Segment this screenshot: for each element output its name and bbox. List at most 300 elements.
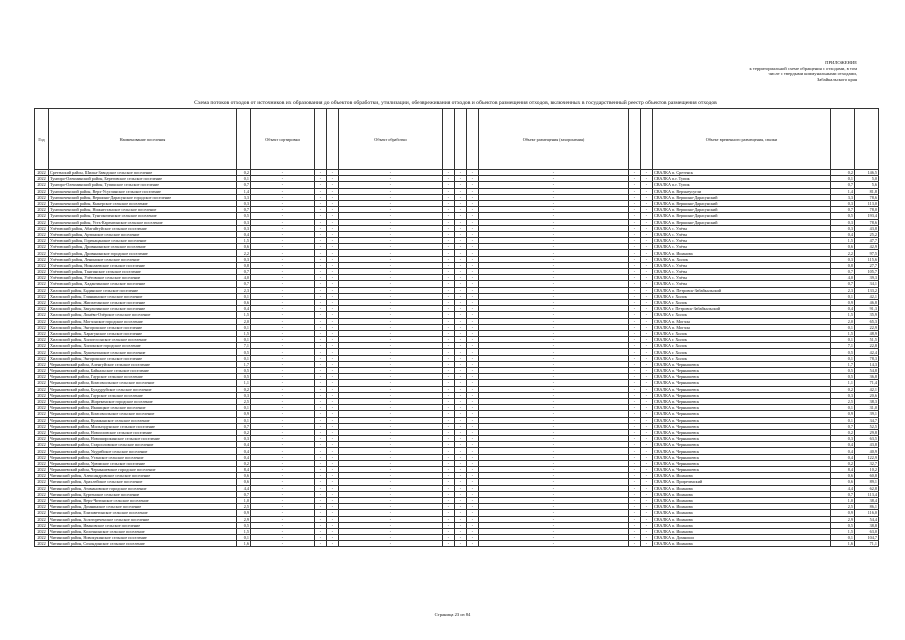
cell-mass-placement: - [629,213,641,219]
cell-recycling-share: - [467,436,479,442]
cell-dist-sorting: - [327,330,339,336]
cell-sorting-object: - [251,516,315,522]
cell-sorting-object: - [251,485,315,491]
cell-mass-processing: - [443,392,455,398]
cell-mass-processing: - [443,528,455,534]
cell-dist-processing: - [455,398,467,404]
cell-mass-placement: - [629,479,641,485]
cell-settlement: Читинский район, Елизаветинское сельское поселение [49,510,237,516]
cell-mass-temp: 0,1 [831,405,855,411]
cell-placement-object: - [479,238,629,244]
cell-year: 2022 [35,275,49,281]
cell-dist-temp: 36,8 [855,374,879,380]
cell-mass-temp: 0,5 [831,368,855,374]
cell-dist-temp: 25,2 [855,231,879,237]
cell-placement-object: - [479,516,629,522]
cell-placement-object: - [479,312,629,318]
cell-mass-generated: 0,6 [237,479,251,485]
cell-processing-object: - [339,504,443,510]
cell-mass-temp: 0,2 [831,429,855,435]
cell-sorting-object: - [251,467,315,473]
cell-placement-object: - [479,299,629,305]
cell-mass-temp: 0,7 [831,269,855,275]
cell-placement-object: - [479,293,629,299]
cell-sorting-object: - [251,330,315,336]
cell-mass-placement: - [629,436,641,442]
cell-processing-object: - [339,355,443,361]
cell-sorting-object: - [251,225,315,231]
cell-dist-sorting: - [327,219,339,225]
cell-processing-object: - [339,281,443,287]
cell-recycling-share: - [467,176,479,182]
cell-mass-placement: - [629,368,641,374]
cell-mass-sorting: - [315,429,327,435]
cell-processing-object: - [339,510,443,516]
cell-dist-placement: - [641,275,653,281]
cell-dist-placement: - [641,188,653,194]
cell-mass-sorting: - [315,188,327,194]
cell-processing-object: - [339,429,443,435]
cell-dist-sorting: - [327,442,339,448]
cell-mass-placement: - [629,417,641,423]
cell-dist-processing: - [455,368,467,374]
cell-dist-temp: 5,6 [855,182,879,188]
cell-mass-temp: 0,8 [831,262,855,268]
cell-dist-sorting: - [327,299,339,305]
cell-mass-sorting: - [315,460,327,466]
cell-mass-sorting: - [315,368,327,374]
cell-sorting-object: - [251,343,315,349]
cell-recycling-share: - [467,467,479,473]
cell-dist-placement: - [641,250,653,256]
cell-dist-processing: - [455,541,467,547]
cell-mass-generated: 0,1 [237,176,251,182]
cell-processing-object: - [339,541,443,547]
cell-temp-object: СВАЛКА п. Чернышевск [653,448,831,454]
cell-recycling-share: - [467,473,479,479]
cell-settlement: Тунгиро-Олекминский район, Береговское сельское поселение [49,176,237,182]
cell-year: 2022 [35,238,49,244]
cell-dist-temp: 43,8 [855,225,879,231]
cell-dist-temp: 105,7 [855,269,879,275]
cell-processing-object: - [339,324,443,330]
cell-processing-object: - [339,473,443,479]
cell-mass-generated: 2,0 [237,318,251,324]
cell-dist-processing: - [455,213,467,219]
cell-temp-object: СВАЛКА г. Хилок [653,330,831,336]
cell-mass-processing: - [443,510,455,516]
cell-temp-object: СВАЛКА п. Чернышевск [653,361,831,367]
cell-recycling-share: - [467,398,479,404]
cell-dist-processing: - [455,423,467,429]
cell-processing-object: - [339,337,443,343]
cell-year: 2022 [35,312,49,318]
cell-dist-sorting: - [327,368,339,374]
cell-mass-placement: - [629,293,641,299]
cell-recycling-share: - [467,306,479,312]
cell-settlement: Тунгокоченский район, Нижнестанское сельское поселение [49,207,237,213]
cell-placement-object: - [479,541,629,547]
cell-year: 2022 [35,454,49,460]
cell-processing-object: - [339,448,443,454]
cell-sorting-object: - [251,386,315,392]
cell-dist-temp: 39,3 [855,275,879,281]
cell-dist-placement: - [641,299,653,305]
cell-placement-object: - [479,225,629,231]
cell-placement-object: - [479,417,629,423]
page-footer: Страница 23 из 84 [434,612,471,617]
cell-mass-generated: 0,2 [237,460,251,466]
cell-mass-temp: 0,6 [831,473,855,479]
cell-sorting-object: - [251,510,315,516]
cell-dist-sorting: - [327,485,339,491]
cell-recycling-share: - [467,219,479,225]
cell-dist-placement: - [641,225,653,231]
cell-recycling-share: - [467,244,479,250]
cell-mass-generated: 2,5 [237,504,251,510]
header-mass-placement [629,109,641,170]
cell-dist-sorting: - [327,231,339,237]
cell-dist-processing: - [455,262,467,268]
cell-mass-processing: - [443,516,455,522]
cell-mass-processing: - [443,324,455,330]
cell-dist-temp: 47,7 [855,238,879,244]
cell-processing-object: - [339,436,443,442]
cell-year: 2022 [35,281,49,287]
cell-dist-placement: - [641,330,653,336]
cell-placement-object: - [479,504,629,510]
cell-mass-generated: 1,6 [237,541,251,547]
cell-settlement: Хилокский район, Хилогосонское сельское поселение [49,337,237,343]
cell-dist-processing: - [455,491,467,497]
cell-mass-sorting: - [315,238,327,244]
cell-mass-generated: 0,7 [237,491,251,497]
cell-mass-generated: 0,4 [237,448,251,454]
cell-recycling-share: - [467,497,479,503]
cell-year: 2022 [35,528,49,534]
cell-dist-placement: - [641,269,653,275]
cell-recycling-share: - [467,343,479,349]
cell-temp-object: СВАЛКА п. Ишанова [653,250,831,256]
cell-mass-placement: - [629,454,641,460]
cell-mass-temp: 0,1 [831,176,855,182]
cell-recycling-share: - [467,256,479,262]
cell-dist-processing: - [455,522,467,528]
cell-settlement: Чернышевский район, Утанское сельское поселение [49,454,237,460]
cell-mass-processing: - [443,330,455,336]
cell-mass-processing: - [443,194,455,200]
cell-dist-placement: - [641,337,653,343]
cell-mass-placement: - [629,312,641,318]
cell-mass-generated: 0,1 [237,293,251,299]
cell-mass-sorting: - [315,516,327,522]
cell-dist-sorting: - [327,386,339,392]
cell-settlement: Читинский район, Верх-Читинское сельское поселение [49,497,237,503]
cell-settlement: Чернышевский район, Комсомольское сельское поселение [49,380,237,386]
cell-mass-generated: 2,3 [237,287,251,293]
cell-temp-object: СВАЛКА п. Могзон [653,324,831,330]
cell-dist-sorting: - [327,510,339,516]
cell-processing-object: - [339,535,443,541]
cell-dist-temp: 31,0 [855,405,879,411]
cell-settlement: Хилокский район, Харагунское сельское поселение [49,330,237,336]
cell-temp-object: СВАЛКА г. Хилок [653,312,831,318]
cell-dist-processing: - [455,497,467,503]
cell-temp-object: СВАЛКА п. Чернышевск [653,442,831,448]
cell-placement-object: - [479,368,629,374]
cell-dist-placement: - [641,423,653,429]
cell-mass-placement: - [629,238,641,244]
cell-placement-object: - [479,269,629,275]
cell-dist-placement: - [641,405,653,411]
cell-sorting-object: - [251,170,315,176]
header-processing-object: Объект обработки [339,109,443,170]
cell-dist-sorting: - [327,182,339,188]
cell-mass-processing: - [443,225,455,231]
cell-mass-processing: - [443,436,455,442]
cell-year: 2022 [35,231,49,237]
cell-placement-object: - [479,219,629,225]
cell-mass-sorting: - [315,398,327,404]
cell-year: 2022 [35,324,49,330]
cell-processing-object: - [339,170,443,176]
cell-processing-object: - [339,293,443,299]
cell-temp-object: СВАЛКА г. Хилок [653,349,831,355]
cell-recycling-share: - [467,330,479,336]
cell-dist-temp: 86,1 [855,504,879,510]
cell-settlement: Чернышевский район, Гаурское сельское поселение [49,374,237,380]
cell-sorting-object: - [251,479,315,485]
cell-mass-generated: 1,5 [237,330,251,336]
cell-year: 2022 [35,225,49,231]
cell-dist-processing: - [455,337,467,343]
cell-mass-generated: 0,1 [237,535,251,541]
cell-sorting-object: - [251,349,315,355]
cell-mass-placement: - [629,330,641,336]
cell-mass-sorting: - [315,343,327,349]
cell-year: 2022 [35,386,49,392]
cell-temp-object: СВАЛКА с. Улёты [653,225,831,231]
cell-dist-placement: - [641,386,653,392]
cell-dist-temp: 71,4 [855,380,879,386]
cell-dist-placement: - [641,256,653,262]
cell-dist-placement: - [641,349,653,355]
cell-placement-object: - [479,188,629,194]
cell-dist-sorting: - [327,448,339,454]
cell-mass-generated: 7,1 [237,343,251,349]
cell-mass-placement: - [629,343,641,349]
cell-dist-sorting: - [327,349,339,355]
cell-mass-placement: - [629,349,641,355]
cell-mass-placement: - [629,250,641,256]
cell-temp-object: СВАЛКА п.г. Тупик [653,182,831,188]
cell-mass-placement: - [629,231,641,237]
cell-mass-generated: 0,3 [237,225,251,231]
cell-mass-temp: 4,4 [831,485,855,491]
cell-settlement: Улётовский район, Хадактинское сельское поселение [49,281,237,287]
table-row [35,541,879,547]
cell-dist-sorting: - [327,337,339,343]
cell-dist-processing: - [455,176,467,182]
cell-mass-placement: - [629,299,641,305]
cell-placement-object: - [479,306,629,312]
cell-processing-object: - [339,306,443,312]
cell-temp-object: СВАЛКА п. Ишанова [653,504,831,510]
cell-mass-processing: - [443,429,455,435]
cell-mass-placement: - [629,497,641,503]
cell-mass-sorting: - [315,324,327,330]
cell-mass-placement: - [629,256,641,262]
cell-mass-generated: 1,5 [237,528,251,534]
cell-processing-object: - [339,460,443,466]
cell-dist-processing: - [455,479,467,485]
cell-dist-sorting: - [327,436,339,442]
cell-mass-temp: 0,2 [831,460,855,466]
cell-year: 2022 [35,330,49,336]
cell-processing-object: - [339,275,443,281]
cell-mass-placement: - [629,275,641,281]
cell-dist-processing: - [455,343,467,349]
cell-processing-object: - [339,497,443,503]
cell-dist-placement: - [641,293,653,299]
cell-processing-object: - [339,200,443,206]
cell-mass-temp: 0,7 [831,182,855,188]
cell-processing-object: - [339,256,443,262]
cell-year: 2022 [35,485,49,491]
cell-mass-placement: - [629,541,641,547]
cell-recycling-share: - [467,194,479,200]
cell-temp-object: СВАЛКА п. Ишанова [653,497,831,503]
cell-dist-processing: - [455,219,467,225]
cell-recycling-share: - [467,516,479,522]
cell-dist-sorting: - [327,170,339,176]
cell-dist-sorting: - [327,380,339,386]
cell-temp-object: СВАЛКА п. Вершино-Дарасунский [653,200,831,206]
cell-mass-sorting: - [315,510,327,516]
cell-dist-temp: 34,1 [855,281,879,287]
cell-processing-object: - [339,176,443,182]
cell-dist-processing: - [455,194,467,200]
cell-mass-processing: - [443,467,455,473]
cell-sorting-object: - [251,491,315,497]
cell-sorting-object: - [251,374,315,380]
cell-placement-object: - [479,398,629,404]
cell-temp-object: СВАЛКА п. Сретенск [653,170,831,176]
header-dist-placement [641,109,653,170]
cell-mass-temp: 0,7 [831,281,855,287]
cell-settlement: Тунгокоченский район, Тунгокоченское сельское поселение [49,213,237,219]
cell-sorting-object: - [251,207,315,213]
cell-year: 2022 [35,504,49,510]
header-dist-processing [455,109,467,170]
cell-placement-object: - [479,528,629,534]
cell-dist-temp: 78,6 [855,194,879,200]
cell-year: 2022 [35,473,49,479]
cell-recycling-share: - [467,528,479,534]
cell-mass-placement: - [629,405,641,411]
cell-placement-object: - [479,473,629,479]
cell-temp-object: СВАЛКА п. Хилок [653,256,831,262]
cell-mass-generated: 0,2 [237,386,251,392]
cell-mass-temp: 0,9 [831,411,855,417]
cell-recycling-share: - [467,207,479,213]
cell-mass-processing: - [443,473,455,479]
cell-recycling-share: - [467,170,479,176]
cell-mass-generated: 0,5 [237,368,251,374]
cell-processing-object: - [339,368,443,374]
cell-placement-object: - [479,343,629,349]
cell-dist-sorting: - [327,479,339,485]
cell-mass-temp: 0,3 [831,256,855,262]
cell-mass-temp: 0,1 [831,293,855,299]
cell-mass-temp: 1,4 [831,188,855,194]
cell-mass-sorting: - [315,448,327,454]
cell-mass-temp: 0,1 [831,535,855,541]
cell-mass-generated: 0,1 [237,417,251,423]
cell-mass-placement: - [629,374,641,380]
appendix-line: числе с твердыми коммунальными отходами, [768,71,857,77]
cell-mass-generated: 1,5 [237,312,251,318]
cell-mass-processing: - [443,535,455,541]
cell-mass-placement: - [629,398,641,404]
cell-dist-processing: - [455,504,467,510]
cell-recycling-share: - [467,361,479,367]
cell-processing-object: - [339,330,443,336]
cell-mass-sorting: - [315,454,327,460]
cell-processing-object: - [339,207,443,213]
cell-sorting-object: - [251,188,315,194]
cell-sorting-object: - [251,337,315,343]
cell-dist-sorting: - [327,473,339,479]
cell-sorting-object: - [251,182,315,188]
cell-dist-temp: 193,4 [855,213,879,219]
cell-processing-object: - [339,213,443,219]
cell-mass-sorting: - [315,170,327,176]
cell-settlement: Хилокский район, Жипхеганское сельское поселение [49,299,237,305]
cell-placement-object: - [479,244,629,250]
cell-mass-generated: 1,4 [237,188,251,194]
cell-settlement: Хилокский район, Закультинское сельское поселение [49,306,237,312]
cell-year: 2022 [35,213,49,219]
header-year: Год [35,109,49,170]
cell-mass-placement: - [629,219,641,225]
cell-mass-processing: - [443,491,455,497]
cell-mass-processing: - [443,281,455,287]
cell-mass-temp: 0,2 [831,386,855,392]
cell-processing-object: - [339,188,443,194]
cell-mass-generated: 4,0 [237,275,251,281]
cell-dist-temp: 22,8 [855,343,879,349]
cell-dist-placement: - [641,442,653,448]
cell-year: 2022 [35,497,49,503]
cell-mass-sorting: - [315,293,327,299]
cell-placement-object: - [479,250,629,256]
cell-mass-sorting: - [315,262,327,268]
cell-processing-object: - [339,231,443,237]
cell-dist-placement: - [641,497,653,503]
cell-dist-sorting: - [327,467,339,473]
cell-year: 2022 [35,343,49,349]
cell-mass-placement: - [629,386,641,392]
cell-mass-generated: 1,0 [237,497,251,503]
table-body [35,170,879,547]
cell-processing-object: - [339,386,443,392]
cell-dist-placement: - [641,535,653,541]
cell-temp-object: СВАЛКА п. Ишанова [653,522,831,528]
cell-placement-object: - [479,275,629,281]
cell-recycling-share: - [467,269,479,275]
cell-mass-temp: 0,4 [831,231,855,237]
